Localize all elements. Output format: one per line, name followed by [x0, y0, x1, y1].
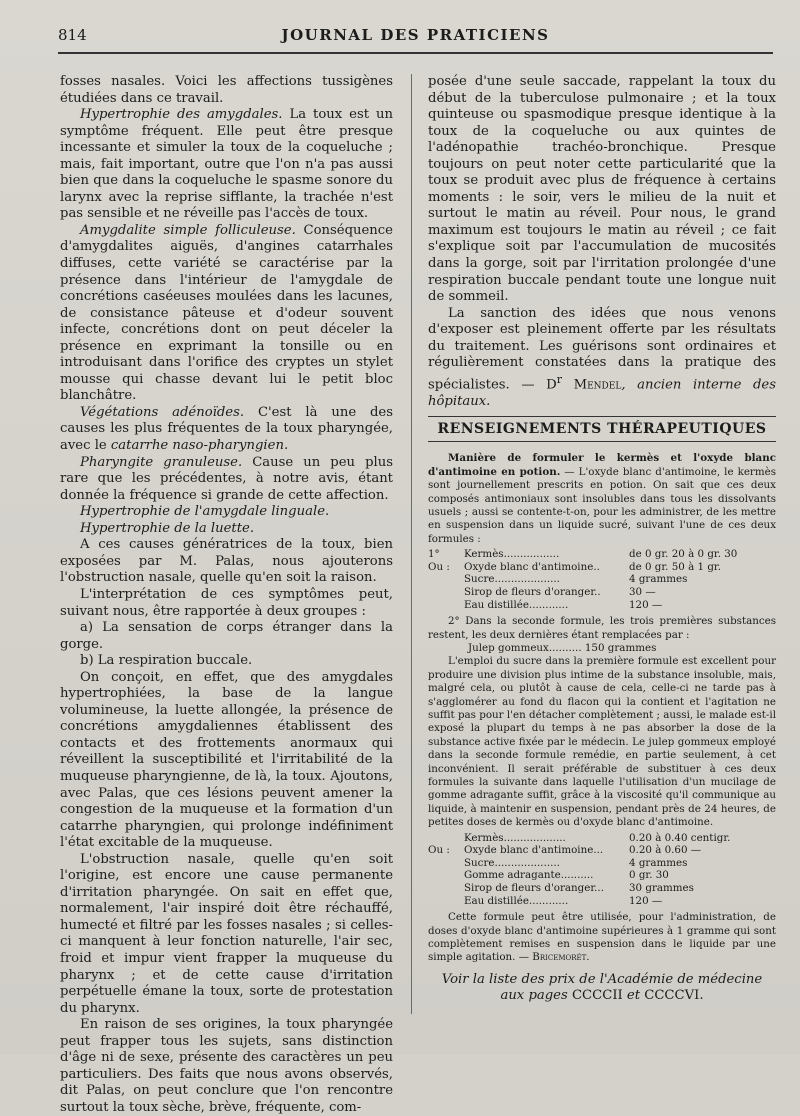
formula-quantity: 120 —	[629, 894, 663, 907]
paragraph: posée d'une seule saccade, rappelant la toux du début de la tuberculose pulmonaire ; et la toux quinteuse ou spasmodique presque identique à la toux de la coqueluche ou aux quintes de l'adénopathie trachéo-bronchique. Presque toujours on peut noter cette particularité que la toux se produit avec plus de fréquence à certains moments : le soir, vers le milieu de la nuit et surtout le matin au réveil. Pour nous, le grand maximum est toujours le matin au réveil ; ce fait s'explique soit par l'accumulation de mucosités dans la gorge, soit par l'irritation prolongée d'une respiration buccale pendant toute une longue nuit de sommeil.	[428, 74, 776, 305]
paragraph-text: Cause un peu plus rare que les précédentes, à notre avis, étant donnée la fréquence si grande de cette affection.	[60, 454, 393, 503]
formula-row	[428, 561, 776, 574]
superscript: r	[556, 372, 562, 386]
subheading: Amygdalite simple folliculeuse.	[80, 222, 296, 238]
formula-row	[428, 832, 776, 845]
italic-term: catarrhe naso-pharyngien.	[110, 438, 289, 454]
formula-ingredient: Gomme adragante..........	[464, 869, 594, 882]
formula-prefix	[428, 895, 464, 908]
formula-ingredient: Eau distillée............	[464, 894, 569, 907]
paragraph-text: Cette formule peut être utilisée, pour l'administration, de doses d'oxyde blanc d'antimoine supérieures à 1 gramme qui sont complètement remises en suspension dans le liquide par une simple agitation. —	[428, 911, 776, 964]
subheading: Végétations adénoïdes.	[80, 404, 245, 420]
formula-ingredient: Kermès.................	[464, 548, 560, 561]
closing-note-text: et	[622, 988, 645, 1003]
formula-quantity: 4 grammes	[629, 856, 688, 869]
paragraph: fosses nasales. Voici les affections tussigènes étudiées dans ce travail.	[60, 74, 393, 106]
formula-prefix	[428, 586, 464, 599]
paragraph: 2° Dans la seconde formule, les trois premières substances restent, les deux dernières étant remplacées par :	[428, 615, 776, 641]
paragraph	[428, 911, 776, 965]
paragraph: On conçoit, en effet, que des amygdales hypertrophiées, la base de la langue volumineuse, la luette allongée, la présence de concrétions amygdaliennes établissent des contacts et des frottements anormaux qui réveillent la susceptibilité et l'irritabilité de la muqueuse pharyngienne, de là, la toux. Ajoutons, avec Palas, que ces lésions peuvent amener la congestion de la muqueuse et la formation d'un catarrhe pharyngien, qui prolonge indéfiniment l'état excitable de la muqueuse.	[60, 669, 393, 851]
formula-row	[428, 548, 776, 561]
paragraph	[60, 405, 393, 455]
page-header	[58, 26, 773, 50]
formula-row	[428, 599, 776, 612]
paragraph	[60, 455, 393, 505]
formula-ingredient: Sirop de fleurs d'oranger..	[464, 585, 601, 598]
formula-quantity: 30 grammes	[629, 882, 694, 895]
subheading: Pharyngite granuleuse.	[80, 454, 243, 470]
formula-ingredient: Oxyde blanc d'antimoine...	[464, 844, 604, 857]
formula-prefix: Ou :	[428, 844, 450, 857]
page-ref: CCCCVI.	[644, 988, 704, 1003]
subheading: Manière de formuler le kermès et l'oxyde blanc d'antimoine en potion.	[428, 452, 776, 478]
paragraph-text: La toux est un symptôme fréquent. Elle peut être presque incessante et simuler la toux de la coqueluche ; mais, fait important, outre que l'on n'a pas aussi bien que dans la coqueluche le spasme sonore du larynx avec la reprise sifflante, la trachée n'est pas sensible et ne réveille pas l'accès de toux.	[60, 107, 393, 222]
page-ref: CCCCII	[571, 988, 623, 1003]
page-number: 814	[58, 26, 87, 44]
right-column	[428, 74, 776, 965]
formula-prefix	[428, 882, 464, 895]
formula-row	[428, 844, 776, 857]
formula-prefix	[428, 857, 464, 870]
author-title: , ancien interne des hôpitaux.	[428, 377, 776, 409]
list-item: b) La respiration buccale.	[80, 653, 253, 669]
formula-quantity: 30 —	[629, 585, 656, 598]
formula-quantity: de 0 gr. 50 à 1 gr.	[629, 560, 721, 573]
paragraph	[60, 521, 393, 538]
closing-note-text: Voir la liste des prix de l'Académie de médecine aux pages	[441, 972, 763, 1003]
formula-row	[428, 857, 776, 870]
paragraph-text: Conséquence d'amygdalites aiguës, d'angines catarrhales diffuses, cette variété se caractérise par la présence dans l'intérieur de l'amygdale de concrétions caséeuses moulées dans les lacunes, de consistance pâteuse et d'odeur souvent infecte, concrétions dont on peut déceler la présence en exprimant la tonsille ou en introduisant dans l'orifice des cryptes un stylet mousse qui chasse devant lui le petit bloc blanchâtre.	[60, 222, 393, 404]
paragraph-text: — L'oxyde blanc d'antimoine, le kermès sont journellement prescrits en potion. On sait que ces deux composés antimoniaux sont insolubles dans tous les dissolvants usuels ; aussi se contente-t-on, pour les administrer, de les mettre en suspension dans un liquide sucré, suivant l'une de ces deux formules :	[428, 465, 776, 545]
journal-title: JOURNAL DES PRATICIENS	[281, 26, 550, 44]
paragraph	[428, 306, 776, 411]
formula-quantity: 0.20 à 0.60 —	[629, 844, 702, 857]
list-item: a) La sensation de corps étranger dans la gorge.	[60, 620, 393, 652]
author-name: Bricemorét.	[532, 951, 590, 964]
paragraph	[428, 452, 776, 546]
formula-row	[428, 895, 776, 908]
formula-line: Julep gommeux.......... 150 grammes	[468, 641, 657, 654]
paragraph	[60, 223, 393, 405]
paragraph	[60, 107, 393, 223]
formula-quantity: 120 —	[629, 598, 663, 611]
formula-row	[428, 882, 776, 895]
formula-row	[428, 586, 776, 599]
paragraph: L'interprétation de ces symptômes peut, suivant nous, être rapportée à deux groupes :	[60, 586, 393, 619]
formula-ingredient: Oxyde blanc d'antimoine..	[464, 560, 600, 573]
column-separator	[411, 74, 412, 1014]
formula-table-2	[428, 832, 776, 908]
formula-prefix: 1°	[428, 548, 440, 561]
formula-prefix	[428, 599, 464, 612]
section-title: RENSEIGNEMENTS THÉRAPEUTIQUES	[428, 416, 776, 442]
formula-prefix	[428, 869, 464, 882]
formula-row	[428, 869, 776, 882]
formula-quantity: 0 gr. 30	[629, 869, 669, 882]
paragraph	[60, 504, 393, 521]
paragraph: En raison de ses origines, la toux pharyngée peut frapper tous les sujets, sans distinction d'âge ni de sexe, présente des caractères un peu particuliers. Des faits que nous avons observés, dit Palas, on peut conclure que l'on rencontre surtout la toux sèche, brève, fréquente, com-	[60, 1017, 393, 1115]
formula-ingredient: Eau distillée............	[464, 598, 569, 611]
author-name: Mendel	[573, 377, 622, 393]
formula-ingredient: Sirop de fleurs d'oranger...	[464, 882, 604, 895]
formula-prefix	[428, 832, 464, 845]
formula-prefix	[428, 573, 464, 586]
formula-quantity: 0.20 à 0.40 centigr.	[629, 831, 731, 844]
closing-note	[428, 972, 776, 1004]
subheading: Hypertrophie des amygdales.	[80, 107, 283, 123]
formula-row	[428, 573, 776, 586]
left-column	[60, 74, 393, 1116]
subheading: Hypertrophie de l'amygdale linguale.	[80, 504, 330, 520]
paragraph: L'obstruction nasale, quelle qu'en soit l'origine, est encore une cause permanente d'irritation pharyngée. On sait en effet que, normalement, l'air inspiré doit être réchauffé, humecté et filtré par les fosses nasales ; si celles-ci manquent à leur fonction naturelle, l'air sec, froid et impur vient frapper la muqueuse du pharynx ; et de cette cause d'irritation perpétuelle émane la toux, sorte de protestation du pharynx.	[60, 851, 393, 1016]
paragraph-text: La sanction des idées que nous venons d'exposer est pleinement offerte par les résultats du traitement. Les guérisons sont ordinaires et régulièrement constatées dans la pratique des spécialistes. — D	[428, 305, 776, 393]
paragraph: A ces causes génératrices de la toux, bien exposées par M. Palas, nous ajouterons l'obstruction nasale, quelle qu'en soit la raison.	[60, 537, 393, 586]
header-rule	[58, 52, 773, 54]
formula-quantity: 4 grammes	[629, 573, 688, 586]
formula-ingredient: Sucre....................	[464, 856, 560, 869]
formula-ingredient: Sucre....................	[464, 573, 560, 586]
formula-ingredient: Kermès...................	[464, 831, 566, 844]
formula-quantity: de 0 gr. 20 à 0 gr. 30	[629, 548, 738, 561]
formula-prefix: Ou :	[428, 560, 450, 573]
formula-table-1	[428, 548, 776, 611]
paragraph: L'emploi du sucre dans la première formule est excellent pour produire une division plus intime de la substance insoluble, mais, malgré cela, ou plutôt à cause de cela, celle-ci ne tarde pas à s'agglomérer au fond du flacon qui la contient et l'agitation ne suffit pas pour l'en détacher complètement ; aussi, le malade est-il exposé la plupart du temps à ne pas absorber la dose de la substance active fixée par le médecin. Le julep gommeux employé dans la seconde formule remédie, en partie seulement, à cet inconvénient. Il serait préférable de substituer à ces deux formules la suivante dans laquelle l'utilisation d'un mucilage de gomme adragante suffit, grâce à la viscosité qu'il communique au liquide, à maintenir en suspension, pendant près de 24 heures, de petites doses de kermès ou d'oxyde blanc d'antimoine.	[428, 655, 776, 829]
subheading: Hypertrophie de la luette.	[80, 520, 255, 536]
paragraph-text: C'est là une des causes les plus fréquentes de la toux pharyngée, avec le	[60, 404, 393, 454]
